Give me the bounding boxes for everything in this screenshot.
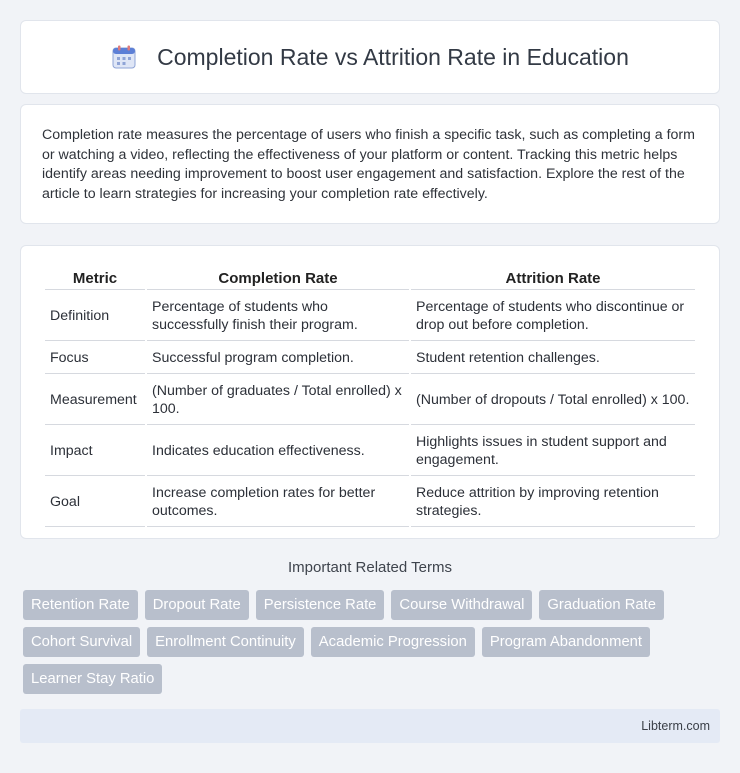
cell-completion: Increase completion rates for better outcomes. xyxy=(147,478,409,527)
related-term-tag[interactable]: Enrollment Continuity xyxy=(147,627,304,657)
cell-metric: Measurement xyxy=(45,376,145,425)
related-term-tag[interactable]: Dropout Rate xyxy=(145,590,249,620)
intro-text: Completion rate measures the percentage of users who finish a specific task, such as completing a form or watching a video, reflecting the effectiveness of your platform or content. Tracking this metric helps identify areas needing improvement to boost user engagement and satisfaction. Explore the rest of the article to learn strategies for increasing your completion rate effectively. xyxy=(42,127,695,202)
table-row xyxy=(45,343,695,374)
comparison-table-card xyxy=(20,245,720,539)
related-term-tag[interactable]: Persistence Rate xyxy=(256,590,385,620)
related-terms-title: Important Related Terms xyxy=(288,559,452,576)
calendar-icon xyxy=(111,44,137,70)
cell-metric: Focus xyxy=(45,343,145,374)
cell-completion: Successful program completion. xyxy=(147,343,409,374)
table-row xyxy=(45,376,695,425)
comparison-table xyxy=(43,264,697,529)
cell-attrition: Percentage of students who discontinue or drop out before completion. xyxy=(411,292,695,341)
header-card xyxy=(20,20,720,94)
table-row xyxy=(45,292,695,341)
table-row xyxy=(45,478,695,527)
related-term-tag[interactable]: Learner Stay Ratio xyxy=(23,664,162,694)
column-header-metric: Metric xyxy=(45,266,145,290)
cell-metric: Impact xyxy=(45,427,145,476)
related-term-tag[interactable]: Course Withdrawal xyxy=(391,590,532,620)
cell-attrition: Reduce attrition by improving retention strategies. xyxy=(411,478,695,527)
cell-attrition: (Number of dropouts / Total enrolled) x 100. xyxy=(411,376,695,425)
cell-metric: Goal xyxy=(45,478,145,527)
related-terms-list xyxy=(20,590,720,694)
table-row xyxy=(45,427,695,476)
cell-attrition: Highlights issues in student support and engagement. xyxy=(411,427,695,476)
related-term-tag[interactable]: Academic Progression xyxy=(311,627,475,657)
intro-card xyxy=(20,104,720,224)
related-term-tag[interactable]: Program Abandonment xyxy=(482,627,650,657)
page-title: Completion Rate vs Attrition Rate in Education xyxy=(157,43,629,70)
column-header-attrition: Attrition Rate xyxy=(411,266,695,290)
related-term-tag[interactable]: Retention Rate xyxy=(23,590,138,620)
column-header-completion: Completion Rate xyxy=(147,266,409,290)
cell-completion: Percentage of students who successfully finish their program. xyxy=(147,292,409,341)
footer-source-link[interactable]: Libterm.com xyxy=(641,719,710,733)
related-term-tag[interactable]: Cohort Survival xyxy=(23,627,140,657)
cell-completion: Indicates education effectiveness. xyxy=(147,427,409,476)
related-term-tag[interactable]: Graduation Rate xyxy=(539,590,664,620)
cell-attrition: Student retention challenges. xyxy=(411,343,695,374)
cell-completion: (Number of graduates / Total enrolled) x 100. xyxy=(147,376,409,425)
table-header-row xyxy=(45,266,695,290)
footer xyxy=(20,709,720,743)
cell-metric: Definition xyxy=(45,292,145,341)
